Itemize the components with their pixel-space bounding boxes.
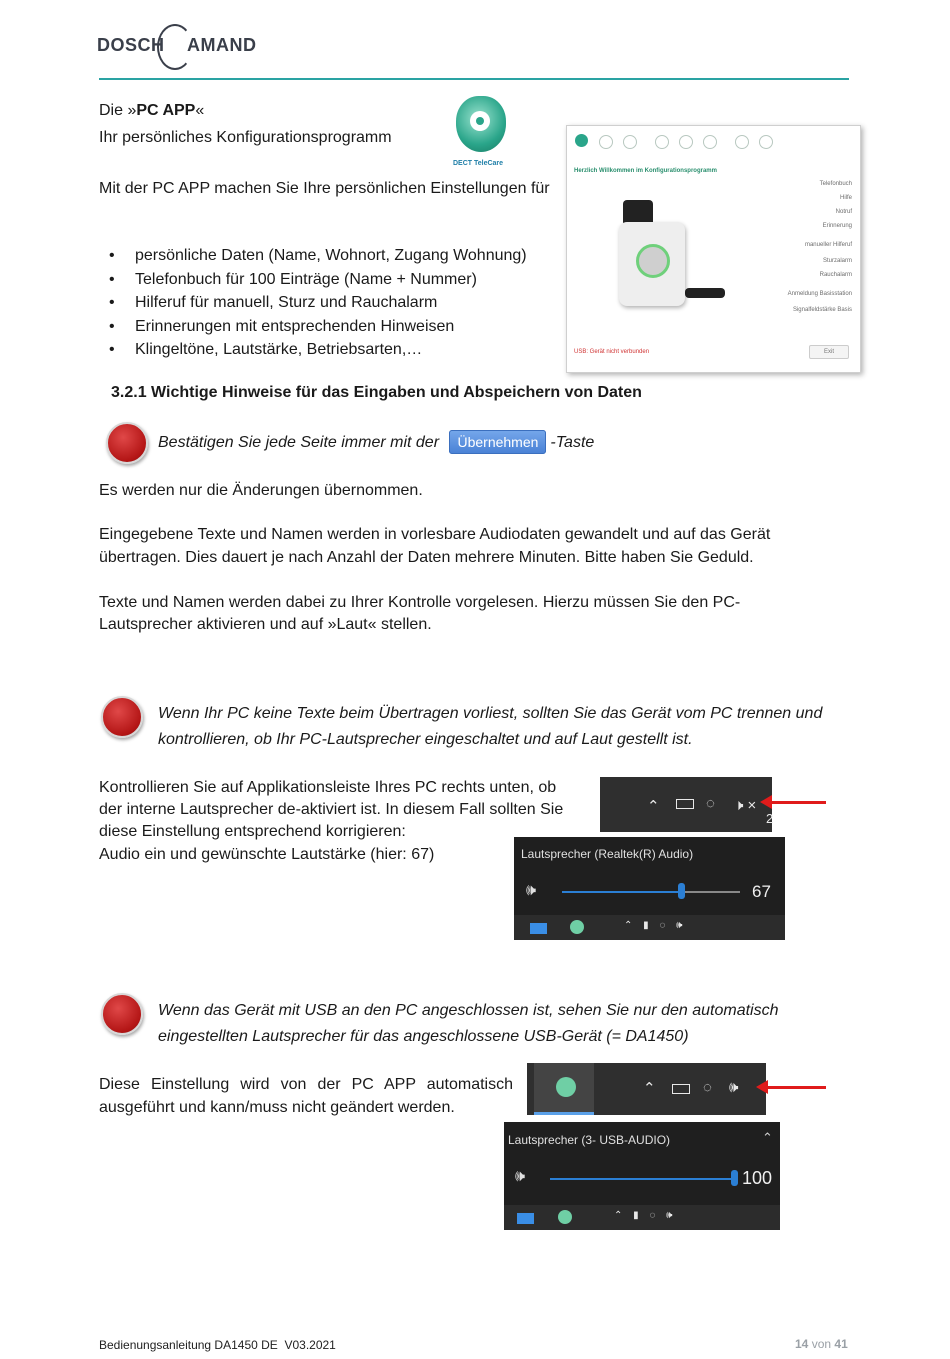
wifi-icon[interactable]: ◌ — [706, 795, 719, 812]
intro-subtitle: Ihr persönliches Konfigurationsprogramm — [99, 129, 392, 146]
battery-icon[interactable] — [672, 1084, 690, 1094]
list-item: • Hilferuf für manuell, Sturz und Rauchalarm — [99, 291, 569, 315]
speaker-icon[interactable]: 🕪 — [526, 882, 537, 899]
page-current: 14 — [795, 1337, 809, 1351]
pointing-hand-icon — [101, 993, 143, 1035]
volume-value: 67 — [752, 882, 771, 901]
title-prefix: Die » — [99, 102, 137, 119]
red-arrow-line — [766, 1086, 826, 1089]
note1-line1: Wenn Ihr PC keine Texte beim Übertragen vorliest, sollten Sie das Gerät vom PC trennen und — [158, 705, 823, 722]
menu-item[interactable]: Rauchalarm — [819, 272, 852, 278]
wifi-icon[interactable]: ◌ — [703, 1079, 716, 1096]
chevron-up-icon[interactable]: ⌃ — [643, 1080, 660, 1097]
intro-title — [99, 99, 204, 122]
app-tray-icon[interactable] — [570, 920, 584, 934]
page-number — [795, 1337, 848, 1351]
menu-item[interactable]: Notruf — [835, 209, 852, 215]
chevron-up-icon[interactable]: ⌃ — [647, 798, 664, 815]
note1-line2: kontrollieren, ob Ihr PC-Lautsprecher eingeschaltet und auf Laut gestellt ist. — [158, 731, 693, 748]
volume-flyout-usb — [504, 1122, 780, 1230]
footer-document-title: Bedienungsanleitung DA1450 DE V03.2021 — [99, 1338, 336, 1352]
volume-flyout-title: Lautsprecher (3- USB-AUDIO) — [508, 1133, 671, 1147]
taskbar-strip — [514, 915, 785, 940]
volume-slider-thumb[interactable] — [731, 1170, 738, 1186]
logo-text-right: AMAND — [187, 35, 257, 55]
list-item: • Klingeltöne, Lautstärke, Betriebsarten,… — [99, 338, 569, 362]
tray-mini-icons[interactable]: ⌃ ▮ ◌ 🕪 — [624, 920, 687, 931]
clock-fragment: 2 — [766, 811, 774, 826]
company-logo — [97, 24, 257, 70]
title-suffix: « — [195, 102, 205, 119]
note1-body-line3: diese Einstellung entsprechend korrigieren: — [99, 823, 406, 840]
taskbar-strip — [504, 1205, 780, 1230]
device-body — [619, 222, 685, 306]
mail-icon[interactable] — [517, 1213, 534, 1224]
note1-body-line2: der interne Lautsprecher de-aktiviert ist. In diesem Fall sollten Sie — [99, 801, 564, 818]
menu-item[interactable]: Telefonbuch — [819, 181, 852, 187]
menu-item[interactable]: Anmeldung Basisstation — [787, 291, 852, 297]
chevron-up-icon[interactable]: ⌃ — [762, 1130, 773, 1145]
paragraph-changes: Es werden nur die Änderungen übernommen. — [99, 482, 423, 499]
app-status: USB: Gerät nicht verbunden — [574, 349, 650, 355]
paragraph-speaker-line1: Texte und Namen werden dabei zu Ihrer Kontrolle vorgelesen. Hierzu müssen Sie den PC- — [99, 594, 741, 611]
confirm-instruction — [158, 430, 594, 455]
tab-icon — [703, 135, 717, 149]
confirm-text-after: -Taste — [550, 434, 595, 451]
paragraph-audio-line2: übertragen. Dies dauert je nach Anzahl der Daten mehrere Minuten. Bitte haben Sie Geduld. — [99, 549, 754, 566]
menu-item[interactable]: Erinnerung — [822, 223, 852, 229]
tab-icon — [735, 135, 749, 149]
app-tray-icon[interactable] — [558, 1210, 572, 1224]
page-total: 41 — [834, 1337, 848, 1351]
tab-icon — [679, 135, 693, 149]
list-item: • persönliche Daten (Name, Wohnort, Zugang Wohnung) — [99, 244, 569, 268]
device-strap — [685, 288, 725, 298]
app-logo-caption: DECT TeleCare — [453, 160, 504, 167]
section-heading: 3.2.1 Wichtige Hinweise für das Eingaben und Abspeichern von Daten — [111, 384, 642, 401]
volume-value: 100 — [742, 1168, 773, 1188]
taskbar-muted — [600, 777, 772, 832]
menu-item[interactable]: Signalfeldstärke Basis — [792, 307, 852, 313]
dect-telecare-logo — [448, 92, 518, 172]
tray-mini-icons[interactable]: ⌃ ▮ ◌ 🕪 — [614, 1210, 677, 1221]
pointing-hand-icon — [101, 696, 143, 738]
note2-body-line2: ausgeführt und kann/muss nicht geändert werden. — [99, 1099, 455, 1116]
menu-item[interactable]: Sturzalarm — [822, 258, 852, 264]
note2-line2: eingestellten Lautsprecher für das angeschlossene USB-Gerät (= DA1450) — [158, 1028, 689, 1045]
battery-icon[interactable] — [676, 799, 694, 809]
app-tray-icon — [556, 1077, 576, 1097]
device-image — [615, 198, 705, 316]
app-screenshot — [566, 125, 861, 373]
list-item: • Telefonbuch für 100 Einträge (Name + Nummer) — [99, 268, 569, 292]
pointing-hand-icon — [106, 422, 148, 464]
note1-body-line1: Kontrollieren Sie auf Applikationsleiste Ihres PC rechts unten, ob — [99, 779, 557, 796]
active-indicator — [534, 1112, 594, 1115]
menu-item[interactable]: Hilfe — [839, 195, 852, 201]
speaker-icon[interactable]: 🕪 — [729, 1079, 743, 1096]
active-app-slot[interactable] — [534, 1063, 594, 1115]
volume-slider-fill — [550, 1178, 734, 1180]
tab-icon — [599, 135, 613, 149]
volume-slider-thumb[interactable] — [678, 883, 685, 899]
header-rule — [99, 78, 849, 80]
volume-flyout-realtek — [514, 837, 785, 940]
note1-body-line4: Audio ein und gewünschte Lautstärke (hier: 67) — [99, 846, 435, 863]
taskbar-usb — [527, 1063, 766, 1115]
logo-text-left: DOSCH — [97, 35, 165, 55]
confirm-text-before: Bestätigen Sie jede Seite immer mit der — [158, 434, 440, 451]
menu-item[interactable]: manueller Hilferuf — [804, 242, 852, 248]
tab-icon — [759, 135, 773, 149]
red-arrow-head — [756, 1080, 768, 1094]
app-welcome: Herzlich Willkommen im Konfigurationsprogramm — [574, 168, 717, 174]
exit-button[interactable]: Exit — [809, 345, 849, 359]
feature-list — [99, 244, 569, 362]
page-of: von — [811, 1337, 832, 1351]
list-item: • Erinnerungen mit entsprechenden Hinweisen — [99, 315, 569, 339]
red-arrow-head — [760, 795, 772, 809]
title-bold: PC APP — [136, 102, 196, 119]
tab-icon — [655, 135, 669, 149]
note2-body-line1: Diese Einstellung wird von der PC APP automatisch — [99, 1076, 513, 1093]
mail-icon[interactable] — [530, 923, 547, 934]
tab-icon — [623, 135, 637, 149]
info-tab-icon — [575, 134, 588, 147]
device-button — [636, 244, 670, 278]
uebernehmen-button[interactable]: Übernehmen — [449, 430, 546, 454]
volume-flyout-title: Lautsprecher (Realtek(R) Audio) — [521, 847, 694, 861]
speaker-muted-icon[interactable]: 🕨× — [734, 797, 761, 814]
app-toolbar — [575, 134, 775, 150]
app-logo-icon — [456, 96, 506, 152]
note2-line1: Wenn das Gerät mit USB an den PC angeschlossen ist, sehen Sie nur den automatisch — [158, 1002, 779, 1019]
paragraph-speaker-line2: Lautsprecher aktivieren und auf »Laut« stellen. — [99, 616, 432, 633]
speaker-icon[interactable]: 🕪 — [515, 1168, 526, 1185]
paragraph-audio-line1: Eingegebene Texte und Namen werden in vorlesbare Audiodaten gewandelt und auf das Gerät — [99, 526, 771, 543]
volume-slider-fill — [562, 891, 681, 893]
intro-paragraph: Mit der PC APP machen Sie Ihre persönlichen Einstellungen für — [99, 180, 550, 197]
red-arrow-line — [770, 801, 826, 804]
